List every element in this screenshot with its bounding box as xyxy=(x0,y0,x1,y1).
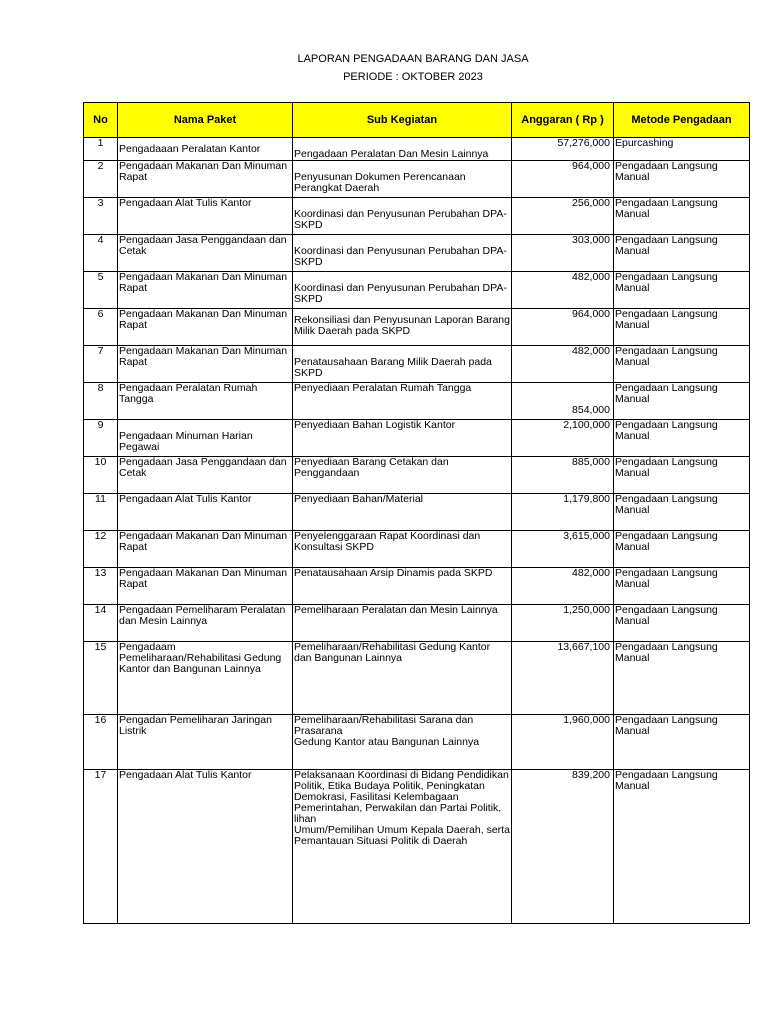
sub-kegiatan-cell xyxy=(293,494,512,531)
metode-cell-text: Pengadaan Langsung Manual xyxy=(615,382,718,405)
metode-cell-text: Epurcashing xyxy=(615,137,674,149)
table-row xyxy=(84,198,750,235)
nama-paket-cell xyxy=(118,346,293,383)
anggaran-cell-text: 839,200 xyxy=(572,769,610,781)
table-row xyxy=(84,420,750,457)
anggaran-cell xyxy=(512,198,614,235)
sub-kegiatan-cell-text: Penyediaan Peralatan Rumah Tangga xyxy=(294,382,472,394)
sub-kegiatan-cell xyxy=(293,770,512,924)
row-number-text: 11 xyxy=(95,493,106,505)
nama-paket-cell-text: Pengadaan Makanan Dan Minuman Rapat xyxy=(119,345,288,368)
nama-paket-cell-text: Pengadan Pemeliharan Jaringan Listrik xyxy=(119,714,272,737)
metode-cell xyxy=(614,161,750,198)
metode-cell xyxy=(614,494,750,531)
anggaran-cell xyxy=(512,383,614,420)
row-number-text: 16 xyxy=(94,714,107,726)
table-row xyxy=(84,161,750,198)
row-number-text: 10 xyxy=(94,456,107,468)
metode-cell xyxy=(614,383,750,420)
metode-cell xyxy=(614,309,750,346)
sub-kegiatan-cell-text: Penyusunan Dokumen Perencanaan Perangkat Daerah xyxy=(294,171,466,194)
anggaran-cell-text: 303,000 xyxy=(572,234,610,246)
metode-cell xyxy=(614,531,750,568)
sub-kegiatan-cell xyxy=(293,605,512,642)
metode-cell xyxy=(614,420,750,457)
anggaran-cell xyxy=(512,161,614,198)
metode-cell-text: Pengadaan Langsung Manual xyxy=(615,160,718,183)
row-number xyxy=(84,161,118,198)
metode-cell xyxy=(614,568,750,605)
metode-cell-text: Pengadaan Langsung Manual xyxy=(615,493,718,516)
anggaran-cell xyxy=(512,770,614,924)
table-row xyxy=(84,715,750,770)
anggaran-cell xyxy=(512,346,614,383)
sub-kegiatan-cell-text: Pelaksanaan Koordinasi di Bidang Pendidikan Politik, Etika Budaya Politik, Peningkatan Demokrasi, Fasilitasi Kelembagaan Pemerintahan, Perwakilan dan Partai Politik, lihan Umum/Pemilihan Umum Kepala Daerah, serta Pemantauan Situasi Politik di Daerah xyxy=(294,769,510,847)
nama-paket-cell xyxy=(118,605,293,642)
sub-kegiatan-cell-text: Pemeliharaan/Rehabilitasi Gedung Kantor dan Bangunan Lainnya xyxy=(294,641,491,664)
anggaran-cell xyxy=(512,605,614,642)
anggaran-cell xyxy=(512,642,614,715)
table-row xyxy=(84,272,750,309)
metode-cell xyxy=(614,235,750,272)
nama-paket-cell-text: Pengadaan Alat Tulis Kantor xyxy=(119,769,252,781)
nama-paket-cell xyxy=(118,531,293,568)
metode-cell-text: Pengadaan Langsung Manual xyxy=(615,567,718,590)
anggaran-cell-text: 3,615,000 xyxy=(563,530,610,542)
nama-paket-cell-text: Pengadaam Pemeliharaan/Rehabilitasi Gedung Kantor dan Bangunan Lainnya xyxy=(119,641,282,675)
row-number xyxy=(84,309,118,346)
row-number xyxy=(84,235,118,272)
sub-kegiatan-cell-text: Penyediaan Bahan/Material xyxy=(294,493,424,505)
row-number xyxy=(84,420,118,457)
row-number xyxy=(84,642,118,715)
row-number-text: 17 xyxy=(94,769,107,781)
anggaran-cell-text: 57,276,000 xyxy=(557,137,610,149)
row-number xyxy=(84,198,118,235)
metode-cell xyxy=(614,642,750,715)
metode-cell-text: Pengadaan Langsung Manual xyxy=(615,641,718,664)
row-number-text: 1 xyxy=(97,137,104,149)
sub-kegiatan-cell xyxy=(293,420,512,457)
table-row xyxy=(84,568,750,605)
sub-kegiatan-cell xyxy=(293,383,512,420)
sub-kegiatan-cell xyxy=(293,309,512,346)
nama-paket-cell xyxy=(118,642,293,715)
metode-cell xyxy=(614,272,750,309)
anggaran-cell-text: 482,000 xyxy=(572,345,610,357)
row-number-text: 9 xyxy=(97,419,104,431)
nama-paket-cell-text: Pengadaan Alat Tulis Kantor xyxy=(119,493,252,505)
header-nama-paket: Nama Paket xyxy=(118,103,293,138)
metode-cell xyxy=(614,138,750,161)
anggaran-cell xyxy=(512,138,614,161)
row-number-text: 14 xyxy=(94,604,107,616)
nama-paket-cell-text: Pengadaan Alat Tulis Kantor xyxy=(119,197,252,209)
header-metode: Metode Pengadaan xyxy=(614,103,750,138)
nama-paket-cell xyxy=(118,770,293,924)
sub-kegiatan-cell-text: Pemeliharaan/Rehabilitasi Sarana dan Prasarana Gedung Kantor atau Bangunan Lainnya xyxy=(294,714,480,748)
metode-cell-text: Pengadaan Langsung Manual xyxy=(615,604,718,627)
nama-paket-cell-text: Pengadaan Minuman Harian Pegawai xyxy=(119,430,253,453)
anggaran-cell-text: 1,179,800 xyxy=(563,493,610,505)
nama-paket-cell-text: Pengadaan Jasa Penggandaan dan Cetak xyxy=(119,234,287,257)
anggaran-cell-text: 2,100,000 xyxy=(563,419,610,431)
header-no: No xyxy=(84,103,118,138)
table-row xyxy=(84,605,750,642)
nama-paket-cell xyxy=(118,161,293,198)
sub-kegiatan-cell xyxy=(293,715,512,770)
row-number xyxy=(84,457,118,494)
report-period: PERIODE : OKTOBER 2023 xyxy=(343,71,483,83)
nama-paket-cell-text: Pengadaan Makanan Dan Minuman Rapat xyxy=(119,271,288,294)
table-row xyxy=(84,309,750,346)
row-number xyxy=(84,494,118,531)
row-number-text: 3 xyxy=(97,197,104,209)
metode-cell xyxy=(614,198,750,235)
header-anggaran: Anggaran ( Rp ) xyxy=(512,103,614,138)
anggaran-cell-text: 256,000 xyxy=(572,197,610,209)
metode-cell-text: Pengadaan Langsung Manual xyxy=(615,456,718,479)
row-number-text: 5 xyxy=(97,271,104,283)
sub-kegiatan-cell-text: Koordinasi dan Penyusunan Perubahan DPA-SKPD xyxy=(294,208,507,231)
anggaran-cell xyxy=(512,494,614,531)
sub-kegiatan-cell-text: Penatausahaan Arsip Dinamis pada SKPD xyxy=(294,567,493,579)
anggaran-cell-text: 1,250,000 xyxy=(563,604,610,616)
sub-kegiatan-cell-text: Penyediaan Bahan Logistik Kantor xyxy=(294,419,456,431)
metode-cell-text: Pengadaan Langsung Manual xyxy=(615,271,718,294)
sub-kegiatan-cell-text: Penatausahaan Barang Milik Daerah pada SKPD xyxy=(294,356,492,379)
sub-kegiatan-cell-text: Koordinasi dan Penyusunan Perubahan DPA-SKPD xyxy=(294,282,507,305)
anggaran-cell-text: 1,960,000 xyxy=(563,714,610,726)
sub-kegiatan-cell-text: Penyelenggaraan Rapat Koordinasi dan Konsultasi SKPD xyxy=(294,530,481,553)
nama-paket-cell xyxy=(118,715,293,770)
table-row xyxy=(84,457,750,494)
nama-paket-cell xyxy=(118,457,293,494)
anggaran-cell xyxy=(512,568,614,605)
anggaran-cell xyxy=(512,272,614,309)
anggaran-cell-text: 13,667,100 xyxy=(557,641,610,653)
row-number xyxy=(84,531,118,568)
metode-cell-text: Pengadaan Langsung Manual xyxy=(615,234,718,257)
sub-kegiatan-cell-text: Pemeliharaan Peralatan dan Mesin Lainnya xyxy=(294,604,498,616)
anggaran-cell-text: 482,000 xyxy=(572,271,610,283)
anggaran-cell-text: 964,000 xyxy=(572,160,610,172)
nama-paket-cell-text: Pengadaan Makanan Dan Minuman Rapat xyxy=(119,308,288,331)
sub-kegiatan-cell-text: Penyediaan Barang Cetakan dan Penggandaan xyxy=(294,456,449,479)
nama-paket-cell xyxy=(118,198,293,235)
row-number-text: 7 xyxy=(97,345,104,357)
nama-paket-cell xyxy=(118,272,293,309)
anggaran-cell-text: 964,000 xyxy=(572,308,610,320)
nama-paket-cell-text: Pengadaan Pemeliharam Peralatan dan Mesin Lainnya xyxy=(119,604,286,627)
sub-kegiatan-cell xyxy=(293,642,512,715)
nama-paket-cell xyxy=(118,309,293,346)
nama-paket-cell-text: Pengadaan Makanan Dan Minuman Rapat xyxy=(119,530,288,553)
metode-cell-text: Pengadaan Langsung Manual xyxy=(615,714,718,737)
metode-cell-text: Pengadaan Langsung Manual xyxy=(615,197,718,220)
anggaran-cell xyxy=(512,235,614,272)
metode-cell-text: Pengadaan Langsung Manual xyxy=(615,769,718,792)
row-number-text: 13 xyxy=(94,567,107,579)
table-row xyxy=(84,235,750,272)
metode-cell xyxy=(614,346,750,383)
metode-cell xyxy=(614,457,750,494)
row-number-text: 8 xyxy=(97,382,104,394)
sub-kegiatan-cell xyxy=(293,531,512,568)
nama-paket-cell xyxy=(118,235,293,272)
row-number-text: 15 xyxy=(94,641,107,653)
metode-cell-text: Pengadaan Langsung Manual xyxy=(615,530,718,553)
row-number xyxy=(84,383,118,420)
row-number-text: 4 xyxy=(97,234,104,246)
table-row xyxy=(84,383,750,420)
row-number xyxy=(84,272,118,309)
anggaran-cell xyxy=(512,420,614,457)
metode-cell xyxy=(614,605,750,642)
sub-kegiatan-cell xyxy=(293,457,512,494)
table-row xyxy=(84,346,750,383)
row-number xyxy=(84,770,118,924)
sub-kegiatan-cell xyxy=(293,272,512,309)
sub-kegiatan-cell xyxy=(293,161,512,198)
nama-paket-cell xyxy=(118,568,293,605)
sub-kegiatan-cell xyxy=(293,235,512,272)
table-header-row xyxy=(84,103,750,138)
nama-paket-cell xyxy=(118,138,293,161)
nama-paket-cell xyxy=(118,494,293,531)
row-number-text: 2 xyxy=(97,160,104,172)
procurement-table xyxy=(83,102,750,924)
metode-cell xyxy=(614,770,750,924)
nama-paket-cell xyxy=(118,383,293,420)
anggaran-cell-text: 482,000 xyxy=(572,567,610,579)
anggaran-cell xyxy=(512,457,614,494)
nama-paket-cell-text: Pengadaan Peralatan Rumah Tangga xyxy=(119,382,258,405)
table-row xyxy=(84,138,750,161)
metode-cell-text: Pengadaan Langsung Manual xyxy=(615,419,718,442)
sub-kegiatan-cell xyxy=(293,568,512,605)
anggaran-cell xyxy=(512,531,614,568)
table-row xyxy=(84,770,750,924)
anggaran-cell xyxy=(512,309,614,346)
nama-paket-cell xyxy=(118,420,293,457)
anggaran-cell-text: 885,000 xyxy=(572,456,610,468)
table-row xyxy=(84,531,750,568)
sub-kegiatan-cell xyxy=(293,138,512,161)
row-number xyxy=(84,715,118,770)
nama-paket-cell-text: Pengadaan Makanan Dan Minuman Rapat xyxy=(119,160,288,183)
row-number xyxy=(84,605,118,642)
anggaran-cell xyxy=(512,715,614,770)
row-number xyxy=(84,346,118,383)
table-row xyxy=(84,494,750,531)
row-number xyxy=(84,568,118,605)
sub-kegiatan-cell xyxy=(293,346,512,383)
row-number-text: 6 xyxy=(97,308,104,320)
metode-cell xyxy=(614,715,750,770)
row-number xyxy=(84,138,118,161)
metode-cell-text: Pengadaan Langsung Manual xyxy=(615,308,718,331)
sub-kegiatan-cell xyxy=(293,198,512,235)
row-number-text: 12 xyxy=(94,530,107,542)
table-row xyxy=(84,642,750,715)
sub-kegiatan-cell-text: Pengadaan Peralatan Dan Mesin Lainnya xyxy=(294,148,489,160)
report-title: LAPORAN PENGADAAN BARANG DAN JASA xyxy=(297,53,529,65)
metode-cell-text: Pengadaan Langsung Manual xyxy=(615,345,718,368)
anggaran-cell-text: 854,000 xyxy=(572,404,610,416)
nama-paket-cell-text: Pengadaan Makanan Dan Minuman Rapat xyxy=(119,567,288,590)
nama-paket-cell-text: Pengadaan Jasa Penggandaan dan Cetak xyxy=(119,456,287,479)
header-sub-kegiatan: Sub Kegiatan xyxy=(293,103,512,138)
nama-paket-cell-text: Pengadaaan Peralatan Kantor xyxy=(119,143,261,155)
sub-kegiatan-cell-text: Rekonsiliasi dan Penyusunan Laporan Barang Milik Daerah pada SKPD xyxy=(294,314,510,337)
sub-kegiatan-cell-text: Koordinasi dan Penyusunan Perubahan DPA-SKPD xyxy=(294,245,507,268)
